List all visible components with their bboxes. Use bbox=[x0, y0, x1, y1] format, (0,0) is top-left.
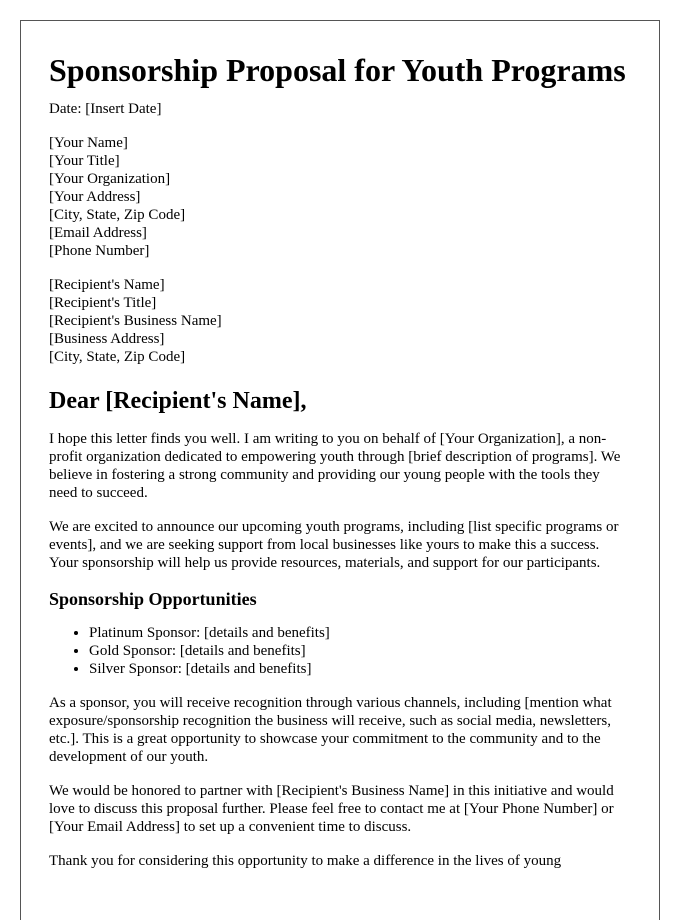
recipient-title: [Recipient's Title] bbox=[49, 295, 157, 311]
body-paragraph-recognition: As a sponsor, you will receive recognition through various channels, including [mention what exposure/sponsorship recognition the business will receive, such as social media, newsletters, etc.]. This is a great opportunity to showcase your commitment to the community and to the development of our youth. bbox=[49, 695, 612, 765]
opportunities-list bbox=[49, 624, 631, 678]
letter-page bbox=[20, 20, 660, 920]
body-paragraph-programs: We are excited to announce our upcoming youth programs, including [list specific programs or events], and we are seeking support from local businesses like yours to make this a success. Your sponsorship will help us provide resources, materials, and support for our participants. bbox=[49, 519, 619, 571]
opportunities-heading: Sponsorship Opportunities bbox=[49, 589, 257, 609]
body-paragraph-thanks: Thank you for considering this opportunity to make a difference in the lives of young bbox=[49, 853, 562, 869]
document-title: Sponsorship Proposal for Youth Programs bbox=[49, 52, 626, 88]
recipient-city-state-zip: [City, State, Zip Code] bbox=[49, 349, 186, 365]
sender-title: [Your Title] bbox=[49, 153, 120, 169]
sender-phone: [Phone Number] bbox=[49, 243, 150, 259]
recipient-name: [Recipient's Name] bbox=[49, 277, 165, 293]
salutation: Dear [Recipient's Name], bbox=[49, 388, 307, 414]
sender-name: [Your Name] bbox=[49, 135, 128, 151]
list-item: • Platinum Sponsor: [details and benefits] bbox=[89, 624, 631, 642]
recipient-business-name: [Recipient's Business Name] bbox=[49, 313, 222, 329]
list-item: • Silver Sponsor: [details and benefits] bbox=[89, 660, 631, 678]
date-line: Date: [Insert Date] bbox=[49, 101, 162, 117]
sender-organization: [Your Organization] bbox=[49, 171, 171, 187]
recipient-address-block bbox=[49, 276, 631, 366]
sender-city-state-zip: [City, State, Zip Code] bbox=[49, 207, 186, 223]
list-item: • Gold Sponsor: [details and benefits] bbox=[89, 642, 631, 660]
sender-address: [Your Address] bbox=[49, 189, 141, 205]
body-paragraph-intro: I hope this letter finds you well. I am writing to you on behalf of [Your Organization], a non-profit organization dedicated to empowering youth through [brief description of programs]. We believe in fostering a strong community and providing our young people with the tools they need to succeed. bbox=[49, 431, 621, 501]
sender-email: [Email Address] bbox=[49, 225, 147, 241]
recipient-business-address: [Business Address] bbox=[49, 331, 165, 347]
body-paragraph-partner: We would be honored to partner with [Recipient's Business Name] in this initiative and would love to discuss this proposal further. Please feel free to contact me at [Your Phone Number] or [Your Email Address] to set up a convenient time to discuss. bbox=[49, 783, 614, 835]
sender-address-block bbox=[49, 134, 631, 260]
